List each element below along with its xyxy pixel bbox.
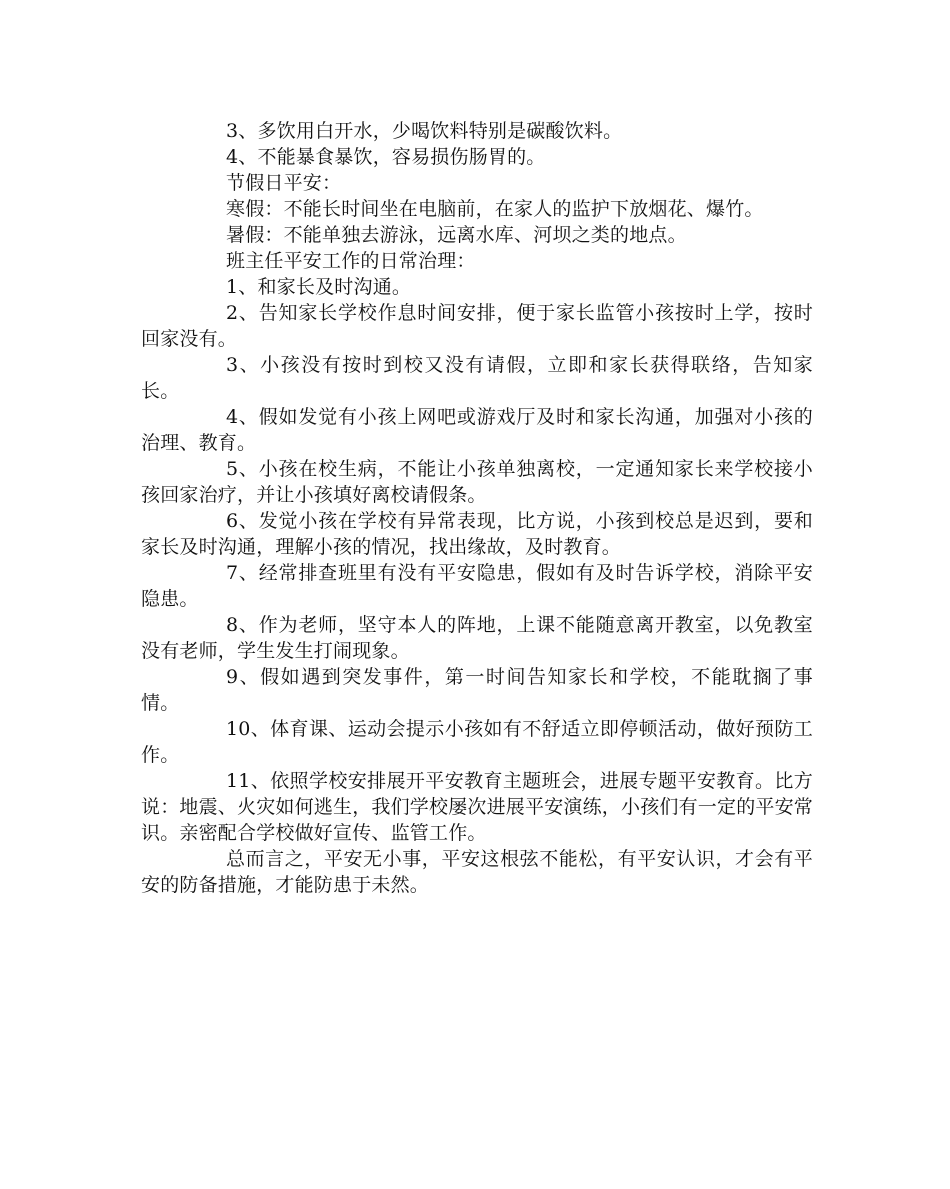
section-heading-holiday: 节假日平安： (226, 172, 342, 194)
list-item-1: 1、和家长及时沟通。 (226, 276, 412, 298)
list-item-10: 10、体育课、运动会提示小孩如有不舒适立即停顿活动，做好预防工作。 (141, 718, 813, 766)
paragraph-conclusion: 总而言之，平安无小事，平安这根弦不能松，有平安认识，才会有平安的防备措施，才能防患于未然。 (141, 848, 813, 896)
list-item-4: 4、假如发觉有小孩上网吧或游戏厅及时和家长沟通，加强对小孩的治理、教育。 (141, 406, 813, 454)
paragraph-diet-3: 3、多饮用白开水，少喝饮料特别是碳酸饮料。 (226, 120, 623, 142)
list-item-9: 9、假如遇到突发事件，第一时间告知家长和学校，不能耽搁了事情。 (141, 666, 813, 714)
section-heading-daily-management: 班主任平安工作的日常治理： (226, 250, 476, 272)
list-item-5: 5、小孩在校生病，不能让小孩单独离校，一定通知家长来学校接小孩回家治疗，并让小孩填好离校请假条。 (141, 458, 813, 506)
list-item-6: 6、发觉小孩在学校有异常表现，比方说，小孩到校总是迟到，要和家长及时沟通，理解小孩的情况，找出缘故，及时教育。 (141, 510, 813, 558)
list-item-7: 7、经常排查班里有没有平安隐患，假如有及时告诉学校，消除平安隐患。 (141, 562, 813, 610)
list-item-8: 8、作为老师，坚守本人的阵地，上课不能随意离开教室，以免教室没有老师，学生发生打闹现象。 (141, 614, 813, 662)
document-body (141, 118, 813, 898)
list-item-2: 2、告知家长学校作息时间安排，便于家长监管小孩按时上学，按时回家没有。 (141, 302, 813, 350)
paragraph-summer: 暑假：不能单独去游泳，远离水库、河坝之类的地点。 (226, 224, 687, 246)
paragraph-winter: 寒假：不能长时间坐在电脑前，在家人的监护下放烟花、爆竹。 (226, 198, 764, 220)
list-item-11: 11、依照学校安排展开平安教育主题班会，进展专题平安教育。比方说：地震、火灾如何逃生，我们学校屡次进展平安演练，小孩们有一定的平安常识。亲密配合学校做好宣传、监管工作。 (141, 770, 814, 844)
list-item-3: 3、小孩没有按时到校又没有请假，立即和家长获得联络，告知家长。 (141, 354, 813, 402)
paragraph-diet-4: 4、不能暴食暴饮，容易损伤肠胃的。 (226, 146, 546, 168)
